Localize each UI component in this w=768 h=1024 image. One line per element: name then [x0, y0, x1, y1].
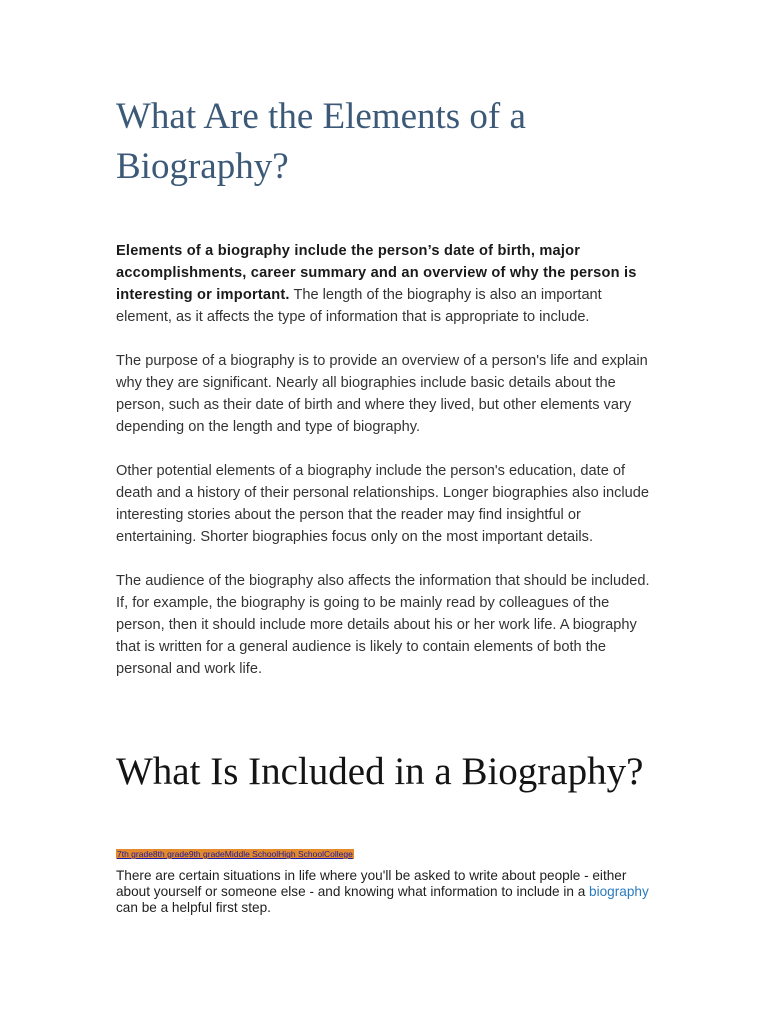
- closing-text-before: There are certain situations in life where you'll be asked to write about people - either about yourself or someone else - and knowing what information to include in a: [116, 868, 627, 899]
- closing-text-after: can be a helpful first step.: [116, 900, 271, 915]
- intro-rest-text: The length of the biography is also an important element, as it affects the type of information that is appropriate to include.: [116, 287, 602, 325]
- tag-link-high-school[interactable]: High School: [278, 849, 324, 859]
- tag-link-8th-grade[interactable]: 8th grade: [152, 849, 189, 859]
- body-paragraph-purpose: The purpose of a biography is to provide an overview of a person's life and explain why they are significant. Nearly all biographies include basic details about the person, such as their date of birth and where they lived, but other elements vary depending on the length and type of biography.: [116, 353, 648, 435]
- tag-link-7th-grade[interactable]: 7th grade: [117, 849, 153, 859]
- tag-link-9th-grade[interactable]: 9th grade: [188, 849, 225, 859]
- tag-link-middle-school[interactable]: Middle School: [224, 849, 279, 859]
- section-heading: What Is Included in a Biography?: [116, 750, 644, 793]
- closing-paragraph: [116, 868, 656, 916]
- grade-tags: [116, 849, 354, 859]
- biography-link[interactable]: biography: [589, 884, 649, 899]
- body-paragraph-potential-elements: Other potential elements of a biography include the person's education, date of death and a history of their personal relationships. Longer biographies also include interesting stories about the person that the reader may find insightful or entertaining. Shorter biographies focus only on the most important details.: [116, 463, 650, 545]
- intro-paragraph: [116, 240, 656, 328]
- body-paragraph-audience: The audience of the biography also affects the information that should be included. If, for example, the biography is going to be mainly read by colleagues of the person, then it should include more details about his or her work life. A biography that is written for a general audience is likely to contain elements of both the personal and work life.: [116, 573, 650, 677]
- page-title: What Are the Elements of a Biography?: [116, 96, 526, 187]
- intro-bold-text: Elements of a biography include the person’s date of birth, major accomplishments, career summary and an overview of why the person is interesting or important.: [116, 243, 637, 303]
- tag-link-college[interactable]: College: [324, 849, 353, 859]
